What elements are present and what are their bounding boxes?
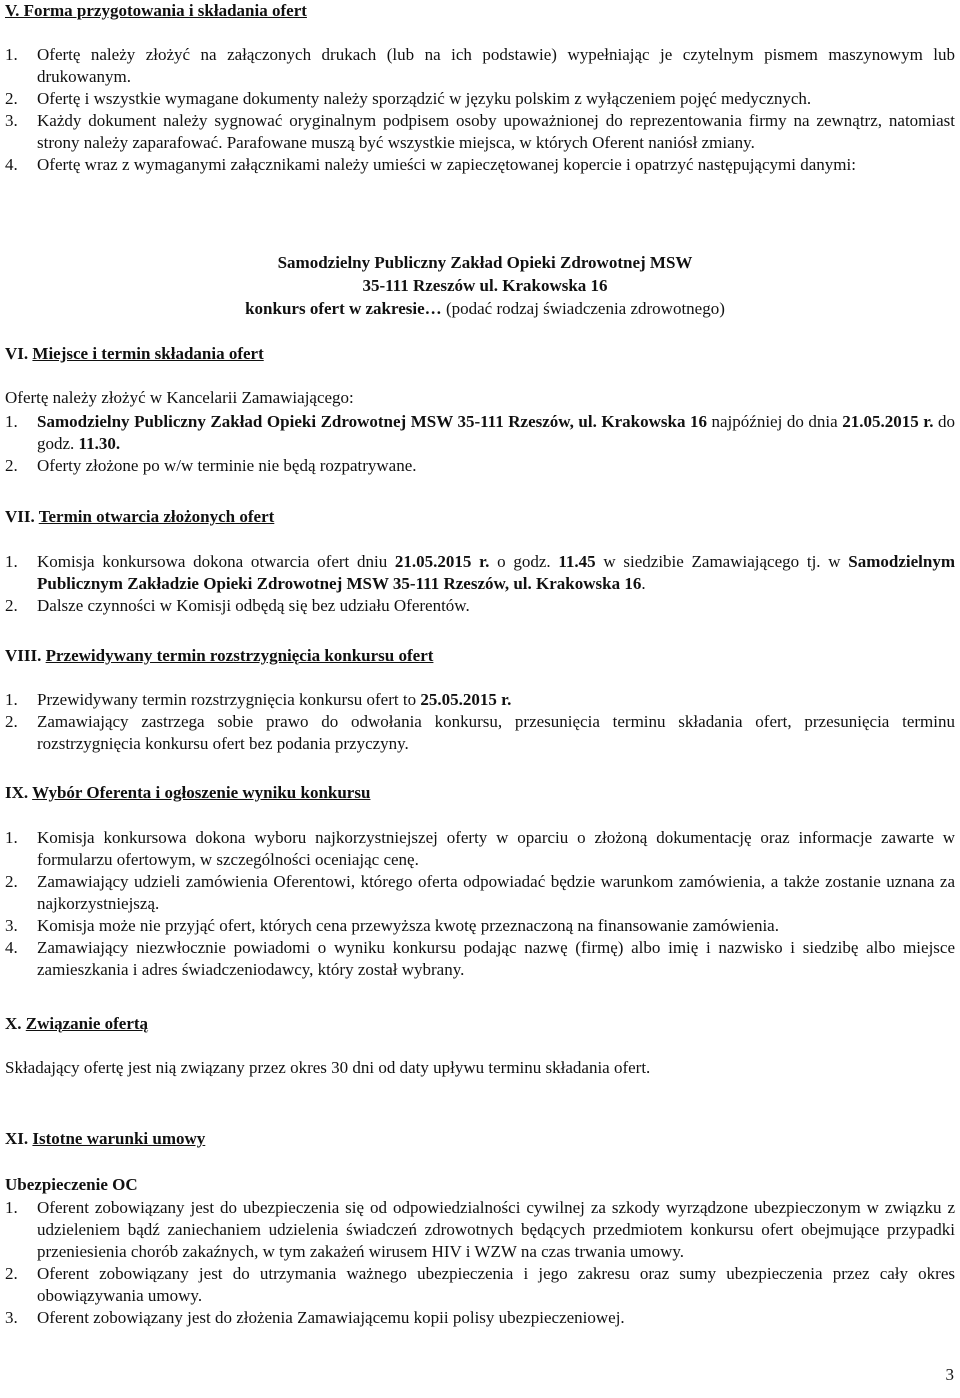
section-11-heading: XI. Istotne warunki umowy bbox=[5, 1129, 206, 1148]
section-9-heading: IX. Wybór Oferenta i ogłoszenie wyniku konkursu bbox=[5, 783, 371, 802]
section-6-list bbox=[5, 411, 955, 477]
list-item: 3. Każdy dokument należy sygnować oryginalnym podpisem osoby upoważnionej do reprezentowania firmy na zewnątrz, natomiast strony należy zaparafować. Parafowane muszą być wszystkie miejsca, w których Oferent naniósł zmiany. bbox=[5, 111, 955, 152]
address-block bbox=[5, 251, 960, 320]
list-item: 1. Przewidywany termin rozstrzygnięcia konkursu ofert to 25.05.2015 r. bbox=[5, 690, 512, 709]
address-line-1: Samodzielny Publiczny Zakład Opieki Zdrowotnej MSW bbox=[277, 253, 693, 272]
list-item: 1. Komisja konkursowa dokona otwarcia ofert dniu 21.05.2015 r. o godz. 11.45 w siedzibie Zamawiającego tj. w Samodzielnym Publicznym Zakładzie Opieki Zdrowotnej MSW 35-111 Rzeszów, ul. Krakowska 16. bbox=[5, 552, 956, 593]
address-line-2: 35-111 Rzeszów ul. Krakowska 16 bbox=[362, 276, 608, 295]
section-11-subheading: Ubezpieczenie OC bbox=[5, 1175, 138, 1194]
list-item: 2. Zamawiający zastrzega sobie prawo do odwołania konkursu, przesunięcia terminu składania ofert, przesunięcia terminu rozstrzygnięcia konkursu ofert bez podania przyczyny. bbox=[5, 712, 955, 753]
list-item: 2. Oferty złożone po w/w terminie nie będą rozpatrywane. bbox=[5, 456, 417, 475]
section-7-heading: VII. Termin otwarcia złożonych ofert bbox=[5, 507, 275, 526]
list-item: 2. Ofertę i wszystkie wymagane dokumenty należy sporządzić w języku polskim z wyłączeniem pojęć medycznych. bbox=[5, 89, 812, 108]
list-item: 1. Ofertę należy złożyć na załączonych drukach (lub na ich podstawie) wypełniając je czytelnym pismem maszynowym lub drukowanym. bbox=[5, 45, 955, 86]
section-9-list bbox=[5, 827, 955, 981]
section-8-list bbox=[5, 689, 955, 755]
list-item: 2. Dalsze czynności w Komisji odbędą się bez udziału Oferentów. bbox=[5, 596, 470, 615]
section-5-heading: V. Forma przygotowania i składania ofert bbox=[5, 1, 307, 20]
page-number: 3 bbox=[945, 1365, 954, 1384]
address-line-3: konkurs ofert w zakresie… (podać rodzaj świadczenia zdrowotnego) bbox=[245, 299, 725, 318]
list-item: 2. Zamawiający udzieli zamówienia Oferentowi, którego oferta odpowiadać będzie warunkom zamówienia, a także zostanie uznana za najkorzystniejszą. bbox=[5, 872, 955, 913]
section-6-heading: VI. Miejsce i termin składania ofert bbox=[5, 344, 264, 363]
list-item: 2. Oferent zobowiązany jest do utrzymania ważnego ubezpieczenia i jego zakresu oraz sumy ubezpieczenia przez cały okres obowiązywania umowy. bbox=[5, 1264, 955, 1305]
section-8-heading: VIII. Przewidywany termin rozstrzygnięcia konkursu ofert bbox=[5, 646, 434, 665]
list-item: 4. Zamawiający niezwłocznie powiadomi o wyniku konkursu podając nazwę (firmę) albo imię i nazwisko i siedzibę albo miejsce zamieszkania i adres świadczeniodawcy, który został wybrany. bbox=[5, 938, 955, 979]
list-item: 3. Komisja może nie przyjąć ofert, których cena przewyższa kwotę przeznaczoną na finansowanie zamówienia. bbox=[5, 916, 779, 935]
list-item: 1. Oferent zobowiązany jest do ubezpieczenia się od odpowiedzialności cywilnej za szkody wyrządzone ubezpieczonym w związku z udzieleniem bądź zaniechaniem udzielenia świadczeń zdrowotnych będących przedmiotem konkursu ofert obejmujące przypadki przeniesienia chorób zakaźnych, w tym zakażeń wirusem HIV i WZW na czas trwania umowy. bbox=[5, 1198, 955, 1261]
section-11-list bbox=[5, 1197, 955, 1329]
section-6-intro: Ofertę należy złożyć w Kancelarii Zamawiającego: bbox=[5, 388, 354, 407]
section-5-list bbox=[5, 44, 955, 176]
section-7-list bbox=[5, 551, 955, 617]
list-item: 4. Ofertę wraz z wymaganymi załącznikami należy umieści w zapieczętowanej kopercie i opatrzyć następującymi danymi: bbox=[5, 155, 856, 174]
section-10-heading: X. Związanie ofertą bbox=[5, 1014, 149, 1033]
list-item: 1. Komisja konkursowa dokona wyboru najkorzystniejszej oferty w oparciu o złożoną dokumentację oraz informacje zawarte w formularzu ofertowym, w szczególności oceniając cenę. bbox=[5, 828, 955, 869]
section-10-text: Składający ofertę jest nią związany przez okres 30 dni od daty upływu terminu składania ofert. bbox=[5, 1058, 651, 1077]
list-item: 1. Samodzielny Publiczny Zakład Opieki Zdrowotnej MSW 35-111 Rzeszów, ul. Krakowska 16 najpóźniej do dnia 21.05.2015 r. do godz. 11.30. bbox=[5, 412, 955, 453]
list-item: 3. Oferent zobowiązany jest do złożenia Zamawiającemu kopii polisy ubezpieczeniowej. bbox=[5, 1308, 625, 1327]
